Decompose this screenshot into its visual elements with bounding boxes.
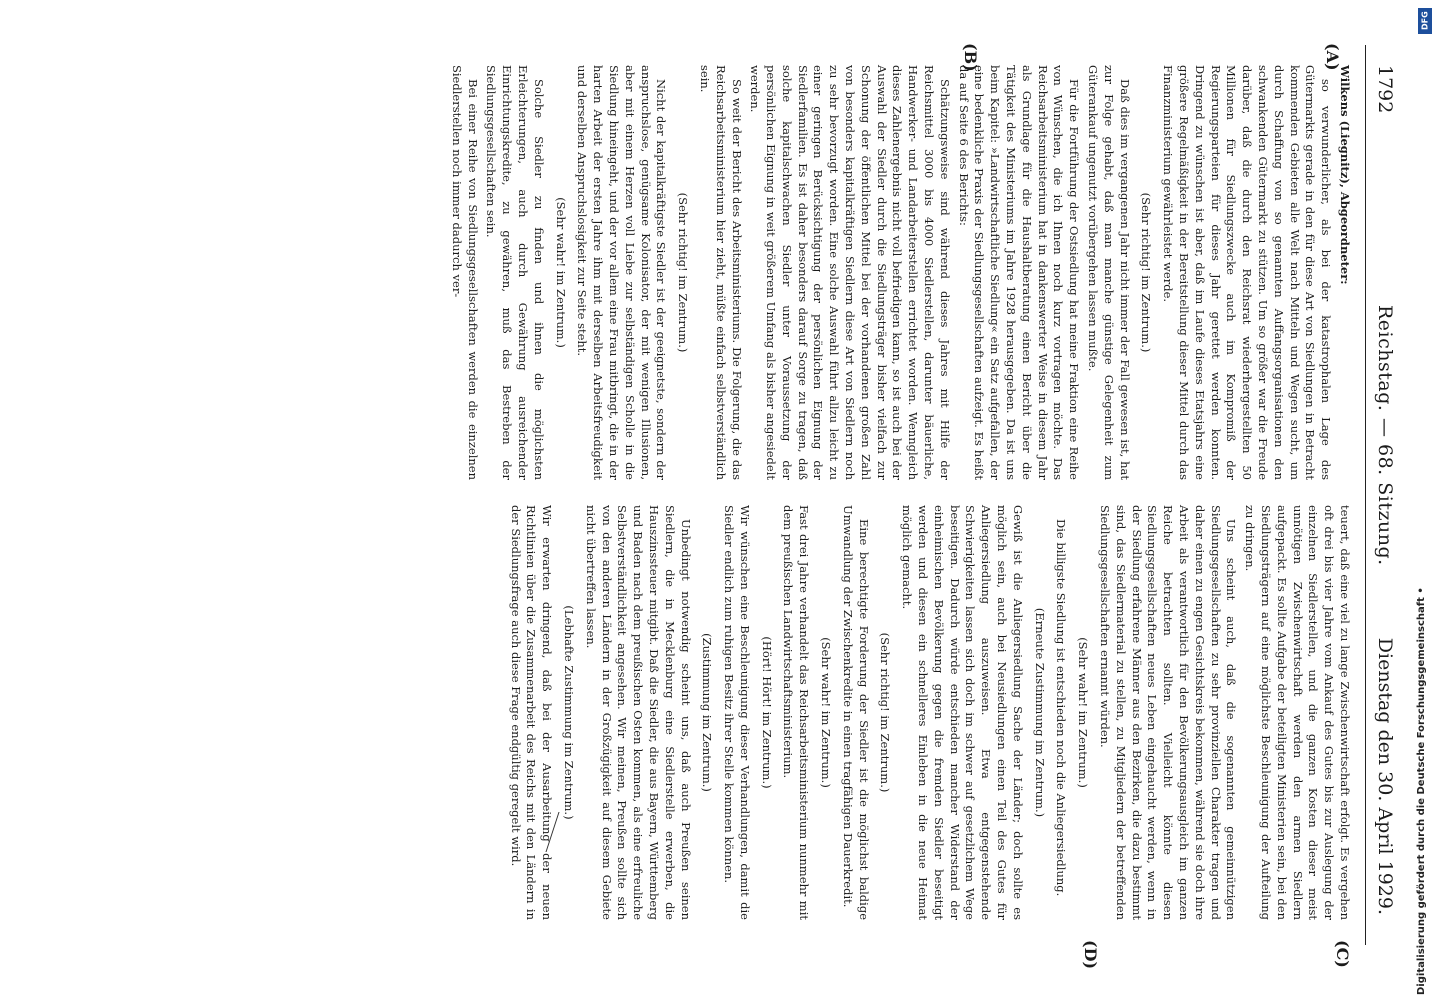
margin-letter-b: (B) [961,43,980,72]
paragraph: Fast drei Jahre verhandelt das Reichsarbeitsministerium nunmehr mit dem preußischen Landwirtschaftsministerium. [781,505,812,920]
digitization-credit: Digitalisierung gefördert durch die Deutsche Forschungsgemeinschaft • [1416,587,1427,995]
interjection: (Hört! Hört! im Zentrum.) [759,636,774,789]
paragraph: Wir wünschen eine Beschleunigung dieser Verhandlungen, damit die Siedler endlich zum ruhigen Besitz ihrer Stelle kommen können. [722,505,752,920]
dfg-logo-icon: DFG [1418,8,1432,34]
paragraph: Bei einer Reihe von Siedlungsgesellschaften werden die einzelnen Siedlerstellen noch immer dadurch ver- [449,65,480,480]
paragraph: Für die Fortführung der Ostsiedlung hat meine Fraktion eine Reihe von Wünschen, die ich Ihnen noch kurz vortragen möchte. Das Reichsarbeitsministerium hat in dankenswerter Weise in diesem Jahr als Grundlage für die Haushaltberatung einen Bericht über die Tätigkeit des Ministeriums im Jahre 1928 herausgegeben. Da ist uns beim Kapitel: »Landwirtschaftliche Siedlung« ein Satz aufgefallen, der eine bedenkliche Praxis der Siedlungsgesellschaften aufzeigt. Es heißt da auf Seite 6 des Berichts: [956,65,1082,480]
page-number: 1792 [1374,65,1396,114]
page-header [1365,45,1400,945]
right-column [70,505,1352,920]
paragraph: Solche Siedler zu finden und ihnen die möglichsten Erleichterungen, auch durch Gewährung ausreichender Einrichtungskredite, zu gewähren, muß das Bestreben der Siedlungsgesellschaften sein. [484,65,546,480]
interjection: (Erneute Zustimmung im Zentrum.) [1032,607,1047,818]
paragraph: So weit der Bericht des Arbeitsministeriums. Die Folgerung, die das Reichsarbeitsministerium hier zieht, müßte einfach selbstverständlich sein. [697,65,744,480]
paragraph: Eine berechtigte Forderung der Siedler ist die möglichst baldige Umwandlung der Zwischenkredite in einen tragfähigen Dauerkredit. [840,505,871,920]
paragraph: Uns scheint auch, daß die sogenannten gemeinnützigen Siedlungsgesellschaften zu sehr provinziellen Charakter tragen und daher einen zu engen Gesichtskreis bekommen, während sie doch ihre Arbeit als verantwortlich für den Bevölkerungsausgleich im ganzen Reiche betrachten sollten. Vielleicht könnte diesen Siedlungsgesellschaften neues Leben eingehaucht werden, wenn in der Siedlung erfahrene Männer aus den Bezirken, die dazu bestimmt sind, das Siedlermaterial zu stellen, zu Mitgliedern der betreffenden Siedlungsgesellschaften ernannt würden. [1098,505,1239,920]
interjection: (Sehr wahr! im Zentrum.) [553,197,568,348]
interjection: (Sehr richtig! im Zentrum.) [1139,192,1154,353]
left-column [70,65,1352,480]
margin-letter-d: (D) [1081,940,1100,970]
interjection: (Sehr wahr! im Zentrum.) [819,637,834,788]
paragraph: Daß dies im vergangenen Jahr nicht immer der Fall gewesen ist, hat zur Folge gehabt, daß man manche günstige Gelegenheit zum Güterankauf ungenutzt vorübergehen lassen mußte. [1086,65,1132,480]
speaker-line: Wilkens (Liegnitz), Abgeordneter: [1338,65,1352,285]
interjection: (Lebhafte Zustimmung im Zentrum.) [561,605,576,820]
paragraph: Die billigste Siedlung ist entschieden noch die Anliegersiedlung. [1054,519,1069,897]
header-session: Reichstag. — 68. Sitzung. [1374,305,1396,566]
interjection: (Zustimmung im Zentrum.) [700,633,715,792]
margin-letter-c: (C) [1333,940,1352,968]
interjection: (Sehr richtig! im Zentrum.) [878,632,893,793]
paragraph: Gewiß ist die Anliegersiedlung Sache der Länder; doch sollte es möglich sein, auch bei Neusiedlungen einen Teil des Gutes für Anliegersiedlung auszuweisen. Etwa entgegenstehende Schwierigkeiten lassen sich doch im schwer auf gesetzlichem Wege beseitigen. Dadurch würde entschieden mancher Widerstand der einheimischen Bevölkerung gegen die fremden Siedler beseitigt werden und diesen ein schnelleres Einleben in die neue Heimat möglich gemacht. [900,505,1025,920]
margin-letter-a: (A) [1323,43,1342,71]
paragraph: so verwunderlicher, als bei der katastrophalen Lage des Gütermarkts gerade in den für diese Art von Siedlungen in Betracht kommenden Gebieten alle Welt nach Mitteln und Wegen sucht, um durch Schaffung von so genannten Auffangsorganisationen den schwankenden Gütermarkt zu stützen. Um so größer war die Freude darüber, daß die durch den Reichsrat wiederhergestellten 50 Millionen für Siedlungszwecke auch im Kompromiß der Regierungsparteien für dieses Jahr gerettet werden konnten. Dringend zu wünschen ist aber, daß im Laufe dieses Etatsjahrs eine größere Regelmäßigkeit in der Bereitstellung dieser Mittel durch das Finanzministerium gewährleistet werde. [1161,65,1334,480]
paragraph: Nicht der kapitalkräftigste Siedler ist der geeignetste, sondern der anspruchslose, genügsame Kolonisator, der mit wenigen Illusionen, aber mit einem Herzen voll Liebe zur selbständigen Scholle in die Siedlung hineingeht, und der vor allem eine Frau mitbringt, die in der harten Arbeit der ersten Jahre ihm mit derselben Arbeitsfreudigkeit und derselben Anspruchslosigkeit zur Seite steht. [575,65,669,480]
interjection: (Sehr richtig! im Zentrum.) [676,192,691,353]
interjection: (Sehr wahr! im Zentrum.) [1076,637,1091,788]
paragraph: teuert, daß eine viel zu lange Zwischenwirtschaft erfolgt. Es vergehen oft drei bis vier Jahre vom Ankauf des Gutes bis zur Auslegung der einzelnen Siedlerstellen, und die ganzen Kosten dieser meist unnötigen Zwischenwirtschaft werden den armen Siedlern aufgepackt. Es sollte Aufgabe der beteiligten Ministerien sein, bei den Siedlungsträgern auf eine möglichste Beschleunigung der Aufteilung zu dringen. [1243,505,1352,920]
document-page [50,43,1400,970]
header-date: Dienstag den 30. April 1929. [1374,637,1396,915]
paragraph: Wir erwarten dringend, daß bei der Ausarbeitung der neuen Richtlinien über die Zusammenarbeit des Reichs mit den Ländern in der Siedlungsfrage auch diese Frage endgültig geregelt wird. [508,505,555,920]
paragraph: Unbedingt notwendig scheint uns, daß auch Preußen seinen Siedlern, die in Mecklenburg eine Siedlerstelle erwerben, die Hauszinssteuer mitgibt. Daß die Siedler, die aus Bayern, Württemberg und Baden nach dem preußischen Osten kommen, als eine erfreuliche Selbstverständlichkeit angesehen. Wir meinen, Preußen sollte sich von den anderen Ländern in der Großzügigkeit auf diesem Gebiete nicht übertreffen lassen. [583,505,693,920]
paragraph: Schätzungsweise sind während dieses Jahres mit Hilfe der Reichsmittel 3000 bis 4000 Siedlerstellen, darunter bäuerliche, Handwerker- und Landarbeiterstellen errichtet worden. Wenngleich dieses Zahlenergebnis nicht voll befriedigen kann, so ist auch bei der Auswahl der Siedler durch die Siedlungsträger bisher vielfach zur Schonung der öffentlichen Mittel bei der vorhandenen großen Zahl von besonders kapitalkräftigen Siedlern diese Art von Siedlern noch zu sehr bevorzugt worden. Eine solche Auswahl führt allzu leicht zu einer geringen Berücksichtigung der persönlichen Eignung der Siedlerfamilien. Es ist daher besonders darauf Sorge zu tragen, daß solche kapitalschwachen Siedler unter Voraussetzung der persönlichen Eignung in weit größerem Umfang als bisher angesiedelt werden. [748,65,952,480]
